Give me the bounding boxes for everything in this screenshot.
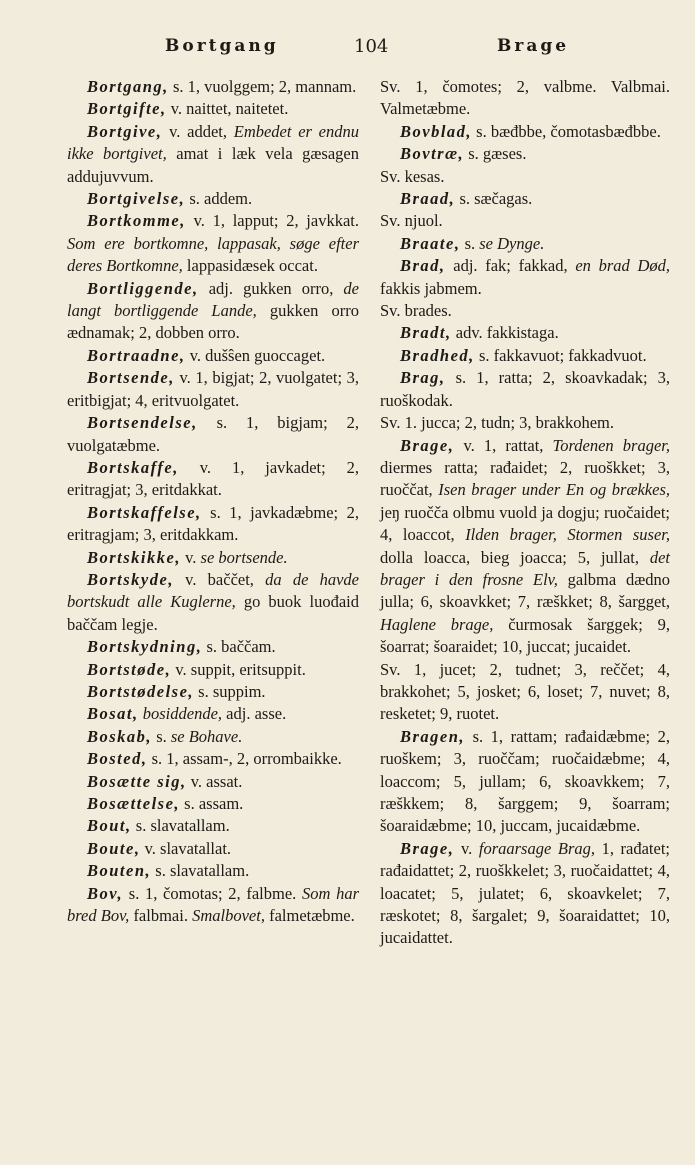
italic-text: foraarsage Brag,: [478, 838, 595, 858]
entry-text: Sv. brades.: [380, 301, 452, 321]
dictionary-entry: [67, 636, 359, 658]
entry-text: go buok luođaid baččam legje.: [67, 592, 359, 634]
headword: Bouten,: [87, 861, 152, 881]
headword: Brage,: [400, 838, 455, 858]
italic-text: se Dynge.: [479, 233, 545, 253]
headword: Bortsendelse,: [87, 413, 198, 433]
dictionary-entry: [67, 838, 359, 860]
entry-text: s. 1, ratta; 2, skoavkadak; 3, ruoškodak.: [380, 368, 670, 410]
entry-text: s. slavatallam.: [131, 816, 230, 836]
dictionary-entry: [67, 659, 359, 681]
entry-text: Sv. 1. jucca; 2, tudn; 3, brakkohem.: [380, 413, 615, 433]
dictionary-entry: [67, 815, 359, 837]
entry-text: v. suppit, eritsuppit.: [171, 659, 306, 679]
headword: Bradhed,: [400, 345, 475, 365]
entry-text: gukken orro ædnamak; 2, dobben orro.: [67, 301, 359, 343]
entry-text: s. sæčagas.: [455, 189, 533, 209]
dictionary-entry: [67, 278, 359, 345]
italic-text: Som ere bortkomne, lappasak, søge efter deres Bortkomne,: [67, 233, 359, 276]
italic-text: se bortsende.: [200, 547, 288, 567]
entry-text: s. addem.: [185, 189, 253, 209]
entry-text: diermes ratta; rađaidet; 2, ruoškket; 3, ruoččat,: [380, 457, 670, 500]
dictionary-entry: [67, 98, 359, 120]
headword: Bortstødelse,: [87, 681, 195, 701]
dictionary-entry: [67, 703, 359, 725]
entry-text: v. 1, lapput; 2, javkkat.: [185, 211, 359, 231]
dictionary-entry: [380, 121, 670, 143]
dictionary-entry: [380, 367, 670, 412]
entry-text: falbmai.: [129, 906, 193, 926]
italic-text: en brad Død,: [575, 256, 670, 276]
entry-text: v. naittet, naitetet.: [166, 99, 289, 119]
dictionary-entry: [380, 838, 670, 950]
dictionary-entry: [67, 345, 359, 367]
dictionary-entry: [67, 210, 359, 277]
entry-text: s. fakkavuot; fakkadvuot.: [474, 345, 647, 365]
dictionary-entry: [67, 502, 359, 547]
headword: Bosat,: [87, 704, 139, 724]
dictionary-entry: [380, 166, 670, 188]
entry-text: adj. gukken orro,: [198, 278, 344, 298]
entry-text: v. slavatallat.: [140, 838, 232, 858]
entry-text: s. 1, rattam; rađaidæbme; 2, ruoškem; 3, ruoččam; ruočaidæbme; 4, loaccom; 5, jullam; 6, skoavkkem; 7, ræškkem; 8, šarggem; 9, šoarram; šoaraidæbme; 10, juccam, jucaidæbme.: [380, 726, 670, 836]
entry-text: Sv. kesas.: [380, 166, 445, 186]
italic-text: da de havde bortskudt alle Kuglerne,: [67, 569, 359, 612]
dictionary-entry: [380, 255, 670, 300]
headword: Bortgifte,: [87, 99, 167, 119]
dictionary-entry: [67, 569, 359, 636]
entry-text: amat i læk vela gæsagen addujuvvum.: [67, 144, 359, 186]
headword: Brag,: [400, 368, 446, 388]
headword: Bortkomme,: [87, 211, 186, 231]
entry-text: adj. asse.: [222, 704, 287, 724]
entry-text: s. 1, bigjam; 2, vuolgatæbme.: [67, 413, 359, 455]
dictionary-entry: [380, 659, 670, 726]
entry-text: s. 1, assam-, 2, orrombaikke.: [147, 749, 342, 769]
headword: Bortliggende,: [87, 278, 199, 298]
entry-text: falmetæbme.: [264, 906, 355, 926]
headword: Bosætte sig,: [87, 771, 187, 791]
dictionary-entry: [67, 726, 359, 748]
entry-text: fakkis jabmem.: [380, 278, 482, 298]
dictionary-entry: [67, 883, 359, 928]
headword: Bortgivelse,: [87, 189, 186, 209]
entry-text: v. 1, bigjat; 2, vuolgatet; 3, eritbigjat; 4, eritvuolgatet.: [67, 368, 359, 410]
entry-text: s.: [152, 726, 171, 746]
entry-text: s. gæses.: [464, 144, 527, 164]
headword: Bovtræ,: [400, 144, 465, 164]
entry-text: jeŋ ruočča olbmu vuold ja dogju; ruočaidet; 4, loaccot,: [380, 502, 670, 545]
entry-text: lappasidæsek occat.: [182, 256, 318, 276]
entry-text: adj. fak; fakkad,: [445, 256, 576, 276]
dictionary-entry: [67, 681, 359, 703]
headword: Braate,: [400, 233, 461, 253]
entry-text: v. assat.: [186, 771, 243, 791]
headword: Boute,: [87, 838, 141, 858]
italic-text: Embedet er endnu ikke bortgivet,: [67, 121, 359, 164]
entry-text: v.: [454, 838, 479, 858]
dictionary-entry: [67, 367, 359, 412]
dictionary-entry: [380, 435, 670, 659]
dictionary-entry: [67, 860, 359, 882]
entry-text: v. baččet,: [173, 569, 266, 589]
italic-text: Haglene brage,: [380, 614, 494, 634]
dictionary-entry: [380, 345, 670, 367]
dictionary-entry: [67, 76, 359, 98]
dictionary-entry: [380, 76, 670, 121]
entry-text: s. 1, vuolggem; 2, mannam.: [168, 77, 357, 96]
dictionary-entry: [67, 412, 359, 457]
entry-text: 1, rađatet; rađaidattet; 2, ruoškkelet; 3, ruočaidattet; 4, loacatet; 5, julatet; 6, skoavkelet; 7, ræskotet; 8, šargalet; 9, šoaraidattet; 10, jucaidattet.: [380, 838, 671, 948]
left-column: [67, 76, 359, 927]
dictionary-entry: [380, 188, 670, 210]
entry-text: v. 1, rattat,: [454, 435, 553, 455]
headword: Bortstøde,: [87, 659, 172, 679]
dictionary-entry: [380, 322, 670, 344]
page-number: 104: [354, 36, 389, 57]
dictionary-entry: [380, 233, 670, 255]
entry-text: s. baččam.: [202, 637, 276, 657]
headword: Bortgive,: [87, 121, 163, 141]
dictionary-entry: [380, 412, 670, 434]
entry-text: galbma dædno julla; 6, skoavkket; 7, ræškket; 8, šargget,: [380, 569, 670, 612]
running-head-left: Bortgang: [165, 36, 279, 56]
italic-text: Ilden brager, Stormen suser,: [465, 525, 670, 545]
italic-text: se Bohave.: [170, 726, 243, 746]
dictionary-entry: [67, 771, 359, 793]
dictionary-entry: [67, 188, 359, 210]
entry-text: s.: [460, 233, 480, 253]
italic-text: bosiddende,: [138, 704, 223, 724]
headword: Bortraadne,: [87, 345, 186, 365]
dictionary-entry: [380, 726, 670, 838]
entry-text: čurmosak šarggek; 9, šoarrat; šoaraidet; 10, juccat; jucaidet.: [380, 614, 670, 657]
entry-text: dolla loacca, bieg joacca; 5, jullat,: [380, 547, 650, 567]
right-column: [380, 76, 670, 950]
entry-text: s. 1, čomotas; 2, falbme.: [123, 883, 302, 903]
entry-text: s. 1, javkadæbme; 2, eritragjam; 3, eritdakkam.: [67, 502, 359, 545]
entry-text: s. slavatallam.: [151, 861, 250, 881]
headword: Bragen,: [400, 726, 466, 746]
headword: Bov,: [87, 883, 124, 903]
dictionary-entry: [67, 748, 359, 770]
running-head-right: Brage: [497, 36, 570, 56]
headword: Bortskyde,: [87, 569, 174, 589]
headword: Bortskydning,: [87, 637, 203, 657]
dictionary-entry: [67, 547, 359, 569]
headword: Brad,: [400, 256, 446, 276]
entry-text: v. 1, javkadet; 2, eritragjat; 3, eritdakkat.: [67, 457, 359, 500]
dictionary-entry: [67, 121, 359, 188]
headword: Bout,: [87, 816, 132, 836]
headword: Brage,: [400, 435, 455, 455]
headword: Bortsende,: [87, 368, 175, 388]
italic-text: Isen brager under En og brækkes,: [438, 480, 670, 500]
italic-text: det brager i den frosne Elv,: [380, 547, 670, 589]
entry-text: Sv. 1, čomotes; 2, valbme. Valbmai. Valmetæbme.: [380, 77, 670, 119]
entry-text: Sv. njuol.: [380, 211, 443, 231]
headword: Bosættelse,: [87, 794, 181, 813]
headword: Bortskikke,: [87, 547, 181, 567]
headword: Bovblad,: [400, 121, 473, 141]
headword: Bortskaffe,: [87, 457, 179, 477]
entry-text: v. addet,: [162, 121, 234, 141]
headword: Bradt,: [400, 323, 452, 343]
dictionary-entry: [67, 457, 359, 502]
italic-text: Smalbovet,: [192, 906, 265, 926]
italic-text: Som har bred Bov,: [67, 883, 359, 926]
italic-text: Tordenen brager,: [552, 435, 670, 455]
dictionary-entry: [380, 143, 670, 165]
entry-text: Sv. 1, jucet; 2, tudnet; 3, reččet; 4, brakkohet; 5, josket; 6, loset; 7, nuvet; 8, resketet; 9, ruotet.: [380, 659, 670, 724]
headword: Bortgang,: [87, 77, 169, 96]
entry-text: s. assam.: [180, 794, 244, 813]
dictionary-entry: [380, 300, 670, 322]
headword: Braad,: [400, 189, 456, 209]
entry-text: v.: [180, 547, 201, 567]
headword: Bosted,: [87, 749, 148, 769]
headword: Boskab,: [87, 726, 153, 746]
italic-text: de langt bortliggende Lande,: [67, 278, 359, 321]
entry-text: adv. fakkistaga.: [451, 323, 559, 343]
dictionary-entry: [380, 210, 670, 232]
entry-text: v. dušŝen guoccaget.: [185, 345, 326, 365]
entry-text: s. suppim.: [194, 681, 266, 701]
entry-text: s. bæđbbe, čomotasbæđbbe.: [472, 121, 661, 141]
headword: Bortskaffelse,: [87, 502, 202, 522]
dictionary-entry: [67, 793, 359, 815]
